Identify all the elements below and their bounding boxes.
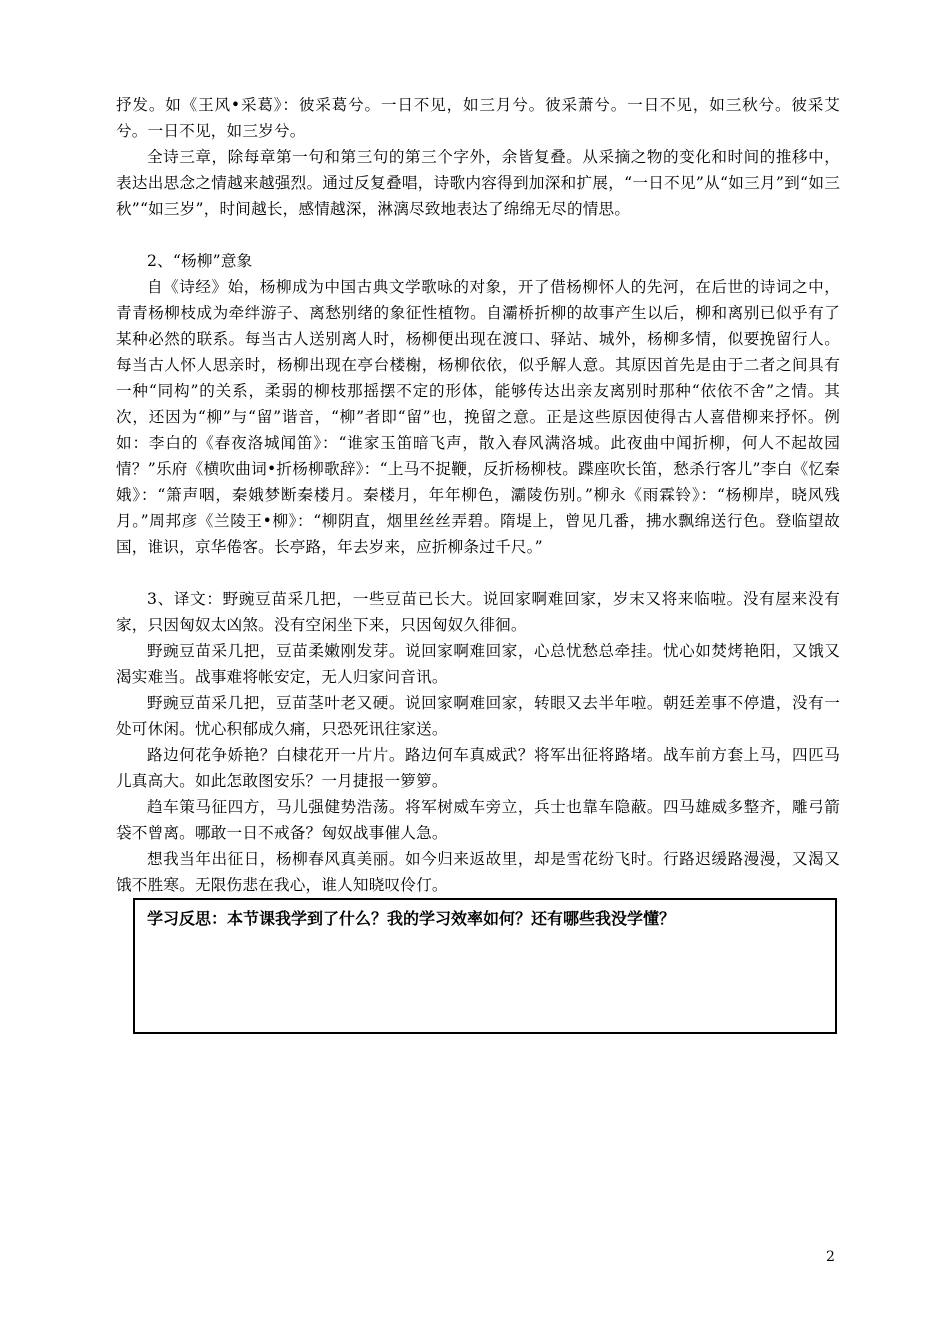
paragraph: 趋车策马征四方，马儿强健势浩荡。将军树威车旁立，兵士也靠车隐蔽。四马雄威多整齐，雕弓箭袋不曾离。哪敢一日不戒备？匈奴战事催人急。: [116, 798, 840, 842]
paragraph: 野豌豆苗采几把，豆苗柔嫩刚发芽。说回家啊难回家，心总忧愁总牵挂。忧心如焚烤艳阳，又饿又渴实难当。战事难将帐安定，无人归家问音讯。: [116, 642, 840, 686]
document-body: [116, 92, 840, 898]
paragraph-spacer: [116, 222, 840, 248]
reflection-box: [133, 898, 837, 1034]
paragraph: 想我当年出征日，杨柳春风真美丽。如今归来返故里，却是雪花纷飞时。行路迟缓路漫漫，又渴又饿不胜寒。无限伤悲在我心，谁人知晓叹伶仃。: [116, 850, 840, 894]
paragraph: 3、译文：野豌豆苗采几把，一些豆苗已长大。说回家啊难回家，岁末又将来临啦。没有屋来没有家，只因匈奴太凶煞。没有空闲坐下来，只因匈奴久徘徊。: [116, 590, 840, 634]
paragraph: 自《诗经》始，杨柳成为中国古典文学歌咏的对象，开了借杨柳怀人的先河，在后世的诗词之中，青青杨柳枝成为牵绊游子、离愁别绪的象征性植物。自灞桥折柳的故事产生以后，柳和离别已似乎有了某种必然的联系。每当古人送别离人时，杨柳便出现在渡口、驿站、城外，杨柳多情，似要挽留行人。每当古人怀人思亲时，杨柳出现在亭台楼榭，杨柳依依，似乎解人意。其原因首先是由于二者之间具有一种“同构”的关系，柔弱的柳枝那摇摆不定的形体，能够传达出亲友离别时那种“依依不舍”之情。其次，还因为“柳”与“留”谐音，“柳”者即“留”也，挽留之意。正是这些原因使得古人喜借柳来抒怀。例如：李白的《春夜洛城闻笛》：“谁家玉笛暗飞声，散入春风满洛城。此夜曲中闻折柳，何人不起故园情？”乐府《横吹曲词•折杨柳歌辞》：“上马不捉鞭，反折杨柳枝。蹀座吹长笛，愁杀行客儿”李白《忆秦娥》：“箫声咽，秦娥梦断秦楼月。秦楼月，年年柳色，灞陵伤别。”柳永《雨霖铃》：“杨柳岸，晓风残月。”周邦彦《兰陵王•柳》：“柳阴直，烟里丝丝弄碧。隋堤上，曾见几番，拂水飘绵送行色。登临望故国，谁识，京华倦客。长亭路，年去岁来，应折柳条过千尺。”: [116, 278, 840, 556]
paragraph: 野豌豆苗采几把，豆苗茎叶老又硬。说回家啊难回家，转眼又去半年啦。朝廷差事不停遣，没有一处可休闲。忧心积郁成久痛，只恐死讯往家送。: [116, 694, 840, 738]
paragraph: 抒发。如《王风•采葛》：彼采葛兮。一日不见，如三月兮。彼采萧兮。一日不见，如三秋兮。彼采艾兮。一日不见，如三岁兮。: [116, 96, 840, 140]
reflection-prompt: 学习反思：本节课我学到了什么？我的学习效率如何？还有哪些我没学懂？: [147, 909, 676, 928]
page-number: 2: [826, 1249, 835, 1265]
paragraph-spacer: [116, 560, 840, 586]
paragraph: 路边何花争娇艳？白棣花开一片片。路边何车真威武？将军出征将路堵。战车前方套上马，四匹马儿真高大。如此怎敢图安乐？一月捷报一箩箩。: [116, 746, 840, 790]
paragraph: 2、“杨柳”意象: [147, 252, 253, 270]
paragraph: 全诗三章，除每章第一句和第三句的第三个字外，余皆复叠。从采摘之物的变化和时间的推移中，表达出思念之情越来越强烈。通过反复叠唱，诗歌内容得到加深和扩展，“一日不见”从“如三月”到“如三秋”“如三岁”，时间越长，感情越深，淋漓尽致地表达了绵绵无尽的情思。: [116, 148, 840, 218]
